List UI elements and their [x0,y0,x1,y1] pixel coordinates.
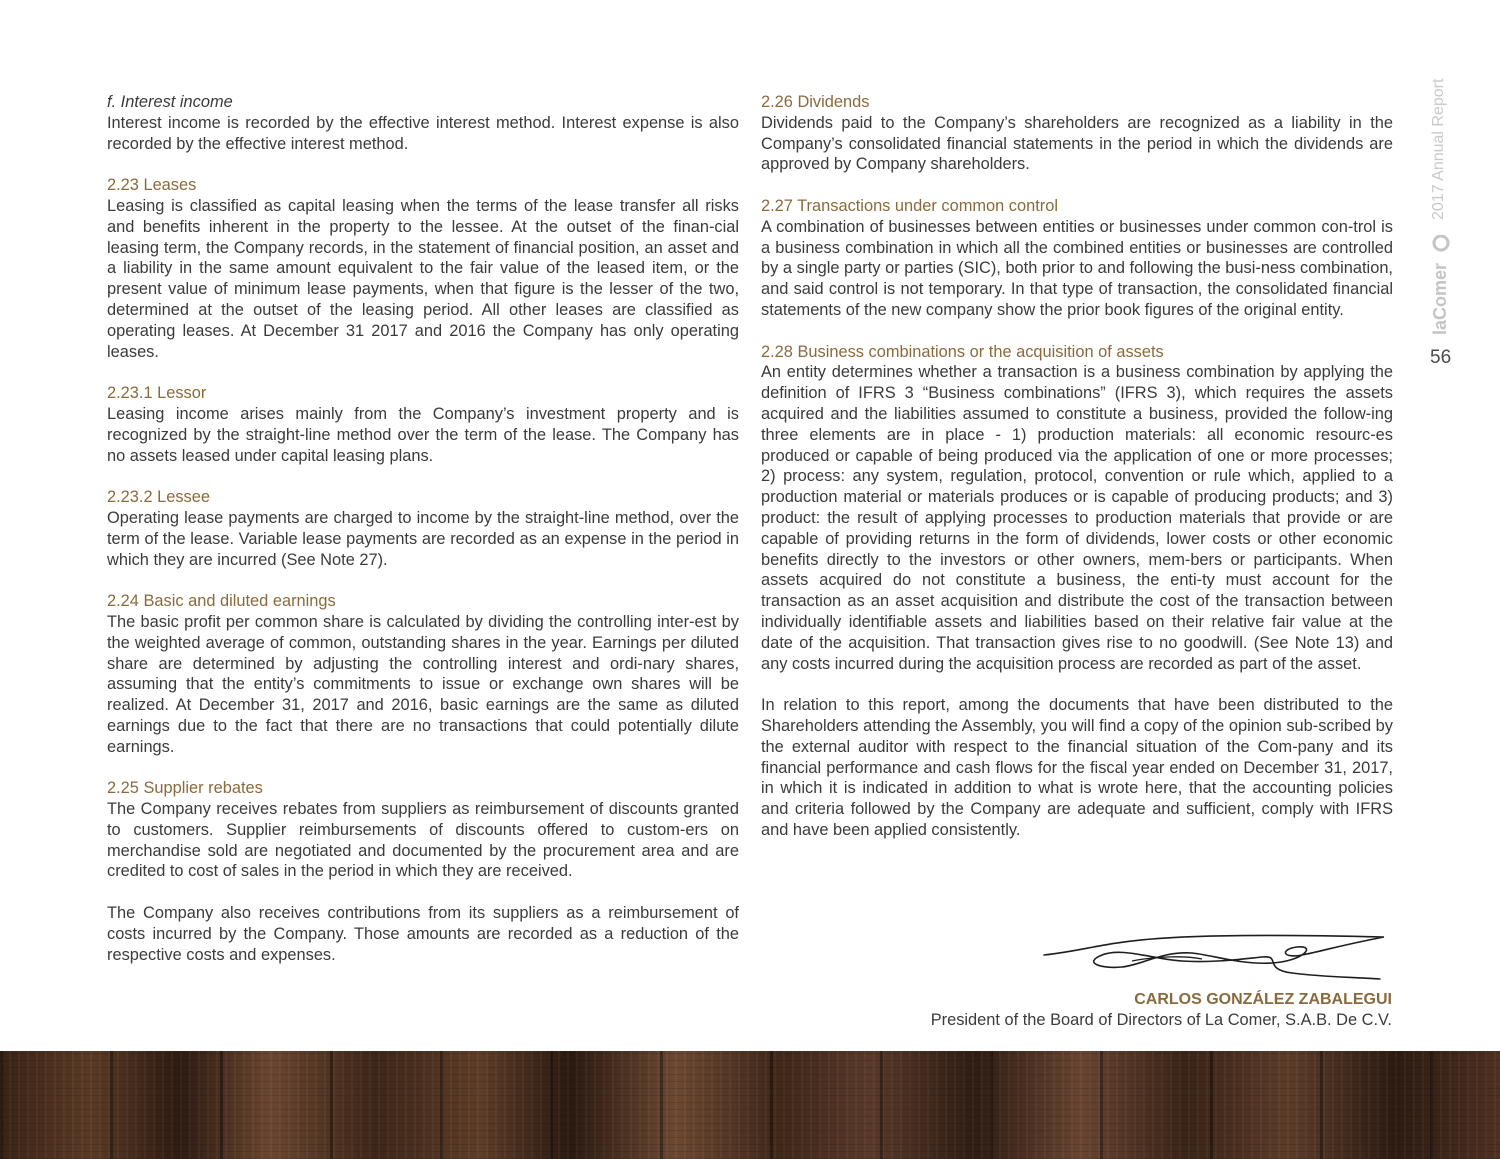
side-tab [1418,60,1464,350]
section [761,92,1393,175]
section-heading: 2.23.2 Lessee [107,488,210,507]
section [107,591,739,757]
page-number: 56 [1430,347,1452,368]
right-column [761,92,1393,861]
section [107,778,739,965]
section [107,92,739,154]
left-column [107,92,739,986]
section-heading: 2.28 Business combinations or the acquisition of assets [761,342,1164,361]
section-paragraph: An entity determines whether a transaction is a business combination by applying the definition of IFRS 3 “Business combinations” (IFRS 3), which requires the assets acquired and the liabilities assumed to constitute a business, provided the follow-ing three elements are in place - 1) production materials: all economic resourc-es produced or capable of being produced via the application of one or more processes; 2) process: any system, regulation, protocol, convention or rule which, applied to a production material or materials produces or is capable of producing products; and 3) product: the result of applying processes to production materials that provide or are capable of providing returns in the form of dividends, lower costs or other economic benefits directly to the investors or other owners, mem-bers or participants. When assets acquired do not constitute a business, the enti-ty must account for the transaction as an asset acquisition and distribute the cost of the transaction between individually identifiable assets and liabilities based on their relative fair value at the date of the acquisition. That transaction gives rise to no goodwill. (See Note 13) and any costs incurred during the acquisition process are recorded as part of the asset. [761,363,1393,673]
section-heading: 2.26 Dividends [761,93,870,111]
la-comer-logo [1430,235,1452,335]
signer-name: CARLOS GONZÁLEZ ZABALEGUI [1134,991,1392,1008]
section-paragraph: In relation to this report, among the documents that have been distributed to the Shareholders attending the Assembly, you will find a copy of the opinion sub-scribed by the external auditor with respect to the financial situation of the Com-pany and its financial performance and cash flows for the fiscal year ended on December 31, 2017, in which it is indicated in addition to what is wrote here, that the accounting policies and criteria followed by the Company are adequate and sufficient, comply with IFRS and have been applied consistently. [761,696,1393,839]
section-paragraph: The basic profit per common share is calculated by dividing the controlling inter-est by the weighted average of common, outstanding shares in the year. Earnings per diluted share are determined by adjusting the controlling interest and ordi-nary shares, assuming that the entity’s commitments to issue or exchange own shares will be realized. At December 31, 2017 and 2016, basic earnings are the same as diluted earnings due to the fact that there are no transactions that could potentially dilute earnings. [107,612,739,756]
section-heading: 2.27 Transactions under common control [761,196,1059,215]
section-paragraph: Dividends paid to the Company’s shareholders are recognized as a liability in the Company’s consolidated financial statements in the period in which the dividends are approved by Company shareholders. [761,113,1393,174]
svg-text:laComer: laComer [1430,262,1450,335]
section [761,695,1393,841]
section-paragraph: Interest income is recorded by the effective interest method. Interest expense is also recorded by the effective interest method. [107,113,739,153]
section-paragraph: The Company receives rebates from suppliers as reimbursement of discounts granted to customers. Supplier reimbursements of discounts offered to custom-ers on merchandise sold are negotiated and documented by the procurement area and are credited to cost of sales in the period in which they are received. [107,800,739,881]
section [761,342,1393,675]
section-paragraph: Leasing is classified as capital leasing when the terms of the lease transfer all risks and benefits inherent in the property to the lessee. At the outset of the finan-cial leasing term, the Company records, in the statement of financial position, an asset and a liability in the same amount equivalent to the fair value of the leased item, or the present value of minimum lease payments, when that figure is the lesser of the two, determined at the outset of the leasing period. All other leases are classified as operating leases. At December 31 2017 and 2016 the Company has only operating leases. [107,196,739,361]
report-label: 2017 Annual Report [1430,78,1447,220]
section [107,487,739,570]
wood-grain-overlay [0,1051,1500,1159]
signer-title: President of the Board of Directors of La Comer, S.A.B. De C.V. [930,1011,1392,1029]
section-paragraph: A combination of businesses between entities or businesses under common con-trol is a business combination in which all the combined entities or businesses are controlled by a single party or parties (SIC), both prior to and following the busi-ness combination, and said control is not temporary. In that type of transaction, the consolidated financial statements of the new company show the prior book figures of the original entity. [761,217,1393,319]
section-heading: f. Interest income [107,93,233,111]
section-heading: 2.23 Leases [107,176,197,195]
signature-block [872,925,1392,1031]
section-paragraph: Operating lease payments are charged to income by the straight-line method, over the term of the lease. Variable lease payments are recorded as an expense in the period in which they are incurred (See Note 27). [107,508,739,569]
section [107,175,739,362]
wood-texture-footer [0,1051,1500,1159]
section-heading: 2.24 Basic and diluted earnings [107,592,336,611]
section-heading: 2.23.1 Lessor [107,384,207,403]
handwritten-signature [1042,925,1392,987]
section-paragraph: Leasing income arises mainly from the Company’s investment property and is recognized by the straight-line method over the term of the lease. The Company has no assets leased under capital leasing plans. [107,404,739,465]
section [107,383,739,466]
section-paragraph: The Company also receives contributions from its suppliers as a reimbursement of costs incurred by the Company. Those amounts are recorded as a reduction of the respective costs and expenses. [107,904,739,964]
section-heading: 2.25 Supplier rebates [107,779,263,798]
section [761,196,1393,321]
